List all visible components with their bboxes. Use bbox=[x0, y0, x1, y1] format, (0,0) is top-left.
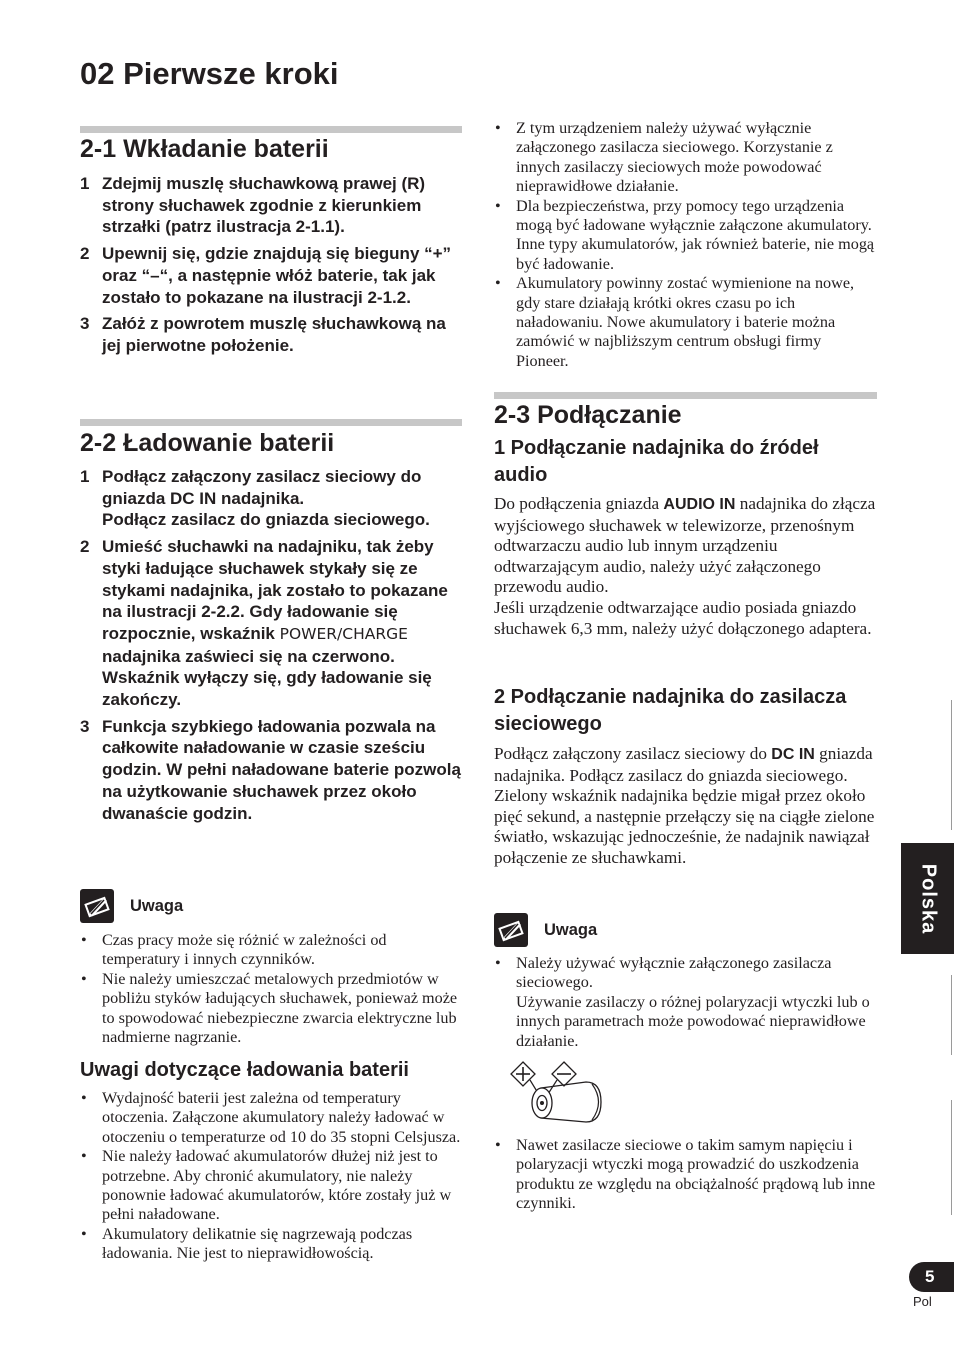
page-title: 02 Pierwsze kroki bbox=[80, 56, 339, 91]
step: 1 Zdejmij muszlę słuchawkową prawej (R) strony słuchawek zgodnie z kierunkiem strzałki (patrz ilustracja 2-1.1). bbox=[80, 174, 426, 237]
battery-insert-steps bbox=[80, 173, 462, 362]
pencil-note-icon bbox=[494, 913, 528, 947]
polarity-plug-icon bbox=[508, 1060, 608, 1130]
battery-charging-steps bbox=[80, 466, 462, 829]
margin-line bbox=[951, 1100, 952, 1215]
note-list bbox=[494, 1136, 877, 1214]
battery-notes-list bbox=[80, 1089, 462, 1264]
list-item: • Nie należy ładować akumulatorów dłużej niż jest to potrzebne. Aby chronić akumulatory, nie należy ponownie ładować akumulatorów, które zostały już w pełni naładowane. bbox=[81, 1147, 452, 1224]
paragraph: Podłącz załączony zasilacz sieciowy do DC IN gniazda nadajnika. Podłącz zasilacz do gniazda sieciowego. Zielony wskaźnik nadajnika będzie migał przez około pięć sekund, a następnie przełączy się na ciągłe zielone światło, wskazując jednocześnie, że nadajnik nawiązał połączenie ze słuchawkami. bbox=[494, 744, 875, 867]
jack-label: DC IN bbox=[771, 746, 815, 763]
list-item: • Dla bezpieczeństwa, przy pomocy tego urządzenia mogą być ładowane wyłącznie załączone akumulatory. Inne typy akumulatorów, jak również baterie, nie mogą być ładowanie. bbox=[495, 196, 875, 273]
note-list bbox=[80, 931, 462, 1047]
battery-notes-list-continued bbox=[494, 119, 877, 371]
note-label: Uwaga bbox=[544, 921, 598, 939]
step: 1 Podłącz załączony zasilacz sieciowy do gniazda DC IN nadajnika. Podłącz zasilacz do gniazda sieciowego. bbox=[80, 467, 430, 530]
subsection-heading-power: 2 Podłączanie nadajnika do zasilacza sieciowego bbox=[494, 686, 847, 735]
list-item: • Z tym urządzeniem należy używać wyłącznie załączonego zasilacza sieciowego. Korzystanie z innych zasilaczy sieciowych może powodować nieprawidłowe działanie. bbox=[495, 119, 833, 196]
margin-line bbox=[951, 700, 952, 830]
section-heading-battery-insert: 2-1 Wkładanie baterii bbox=[80, 135, 329, 163]
note-label: Uwaga bbox=[130, 897, 184, 915]
list-item: • Wydajność baterii jest zależna od temperatury otoczenia. Załączone akumulatory należy ładować w otoczeniu o temperaturze od 10 do 35 stopni Celsjusza. bbox=[81, 1089, 461, 1146]
section-divider bbox=[494, 392, 877, 399]
section-divider bbox=[80, 126, 462, 133]
section-divider bbox=[80, 419, 462, 426]
indicator-label: POWER/CHARGE bbox=[279, 624, 408, 643]
paragraph: Do podłączenia gniazda AUDIO IN nadajnika do złącza wyjściowego słuchawek w telewizorze, przenośnym odtwarzaczu audio lub innym urządzeniu odtwarzającym audio, należy użyć załączonego przewodu audio. Jeśli urządzenie odtwarzające audio posiada gniazdo słuchawek 6,3 mm, należy użyć dołączonego adaptera. bbox=[494, 494, 876, 638]
jack-label: AUDIO IN bbox=[663, 496, 736, 513]
section-heading-connecting: 2-3 Podłączanie bbox=[494, 401, 682, 429]
language-code: Pol bbox=[913, 1294, 932, 1309]
list-item: • Akumulatory delikatnie się nagrzewają podczas ładowania. Nie jest to nieprawidłowością. bbox=[81, 1224, 413, 1263]
page-number-badge bbox=[909, 1262, 954, 1292]
step: 2 Umieść słuchawki na nadajniku, tak żeby styki ładujące słuchawek stykały się ze stykami nadajnika, jak zostało to pokazane na ilustracji 2-2.2. Gdy ładowanie się rozpocznie, wskaźnik POWER/CHARGE nadajnika zaświeci się na czerwono. Wskaźnik wyłączy się, gdy ładowanie się zakończy. bbox=[80, 537, 448, 710]
list-item: • Należy używać wyłącznie załączonego zasilacza sieciowego. Używanie zasilaczy o różnej polaryzacji wtyczki lub o innych parametrach może powodować nieprawidłowe działanie. bbox=[495, 954, 870, 1050]
language-tab: Polska bbox=[901, 843, 954, 954]
section-heading-battery-charging: 2-2 Ładowanie baterii bbox=[80, 429, 335, 457]
step: 2 Upewnij się, gdzie znajdują się bieguny “+” oraz “–“, a następnie włóż baterie, tak jak zostało to pokazane na ilustracji 2-1.2. bbox=[80, 244, 452, 307]
list-item: • Nie należy umieszczać metalowych przedmiotów w pobliżu styków ładujących słuchawek, ponieważ może to spowodować niebezpieczne zwarcia elektryczne lub nadmierne nagrzanie. bbox=[81, 969, 458, 1047]
list-item: • Czas pracy może się różnić w zależności od temperatury i innych czynników. bbox=[81, 931, 387, 969]
pencil-note-icon bbox=[80, 889, 114, 923]
battery-notes-heading: Uwagi dotyczące ładowania baterii bbox=[80, 1059, 409, 1081]
step: 3 Funkcja szybkiego ładowania pozwala na całkowite naładowanie w czasie sześciu godzin. W pełni naładowane baterie pozwolą na użytkowanie słuchawek przez około dwanaście godzin. bbox=[80, 716, 461, 823]
margin-line bbox=[951, 975, 952, 1055]
step: 3 Załóż z powrotem muszlę słuchawkową na jej pierwotne położenie. bbox=[80, 314, 446, 355]
page-number: 5 bbox=[925, 1267, 935, 1286]
list-item: • Akumulatory powinny zostać wymienione na nowe, gdy stare działają krótki okres czasu po ich naładowaniu. Nowe akumulatory i baterie można zamówić w najbliższym centrum obsługi firmy Pioneer. bbox=[495, 274, 855, 370]
note-list bbox=[494, 954, 877, 1051]
subsection-heading-audio: 1 Podłączanie nadajnika do źródeł audio bbox=[494, 437, 819, 486]
list-item: • Nawet zasilacze sieciowe o takim samym napięciu i polaryzacji wtyczki mogą prowadzić do uszkodzenia produktu ze względu na obciążalność prądową lub inne czynniki. bbox=[495, 1136, 876, 1213]
